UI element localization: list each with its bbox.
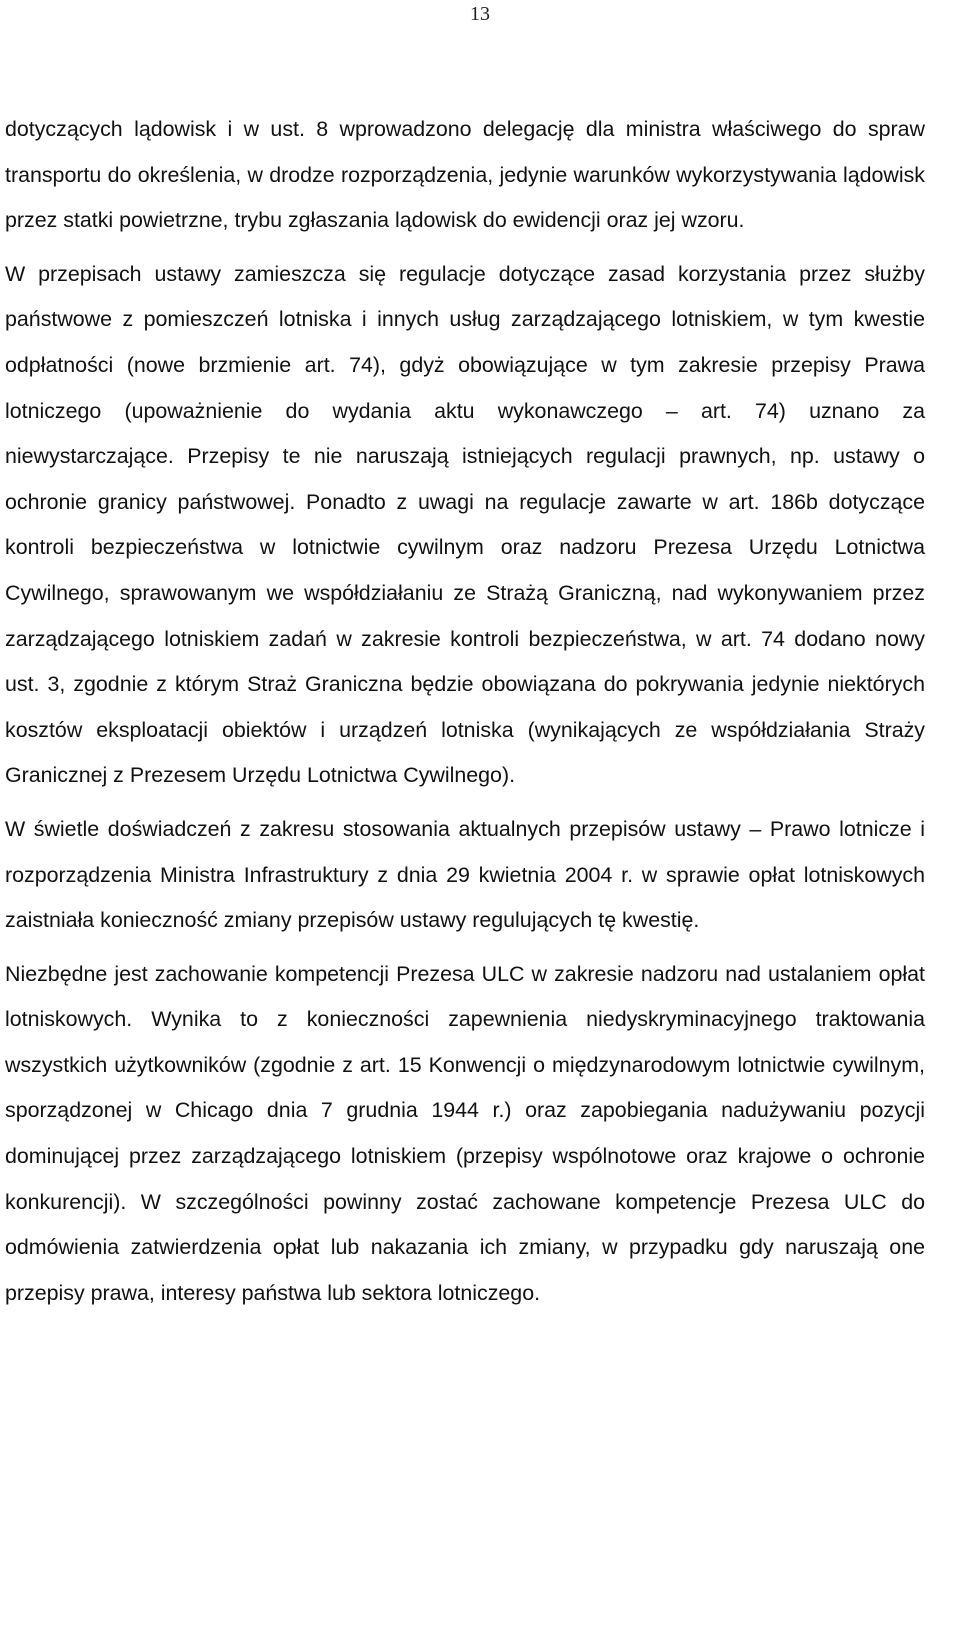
paragraph-state-services: W przepisach ustawy zamieszcza się regulacje dotyczące zasad korzystania przez służby państwowe z pomieszczeń lotniska i innych usług zarządzającego lotniskiem, w tym kwestie odpłatności (nowe brzmienie art. 74), gdyż obowiązujące w tym zakresie przepisy Prawa lotniczego (upoważnienie do wydania aktu wykonawczego – art. 74) uznano za niewystarczające. Przepisy te nie naruszają istniejących regulacji prawnych, np. ustawy o ochronie granicy państwowej. Ponadto z uwagi na regulacje zawarte w art. 186b dotyczące kontroli bezpieczeństwa w lotnictwie cywilnym oraz nadzoru Prezesa Urzędu Lotnictwa Cywilnego, sprawowanym we współdziałaniu ze Strażą Graniczną, nad wykonywaniem przez zarządzającego lotniskiem zadań w zakresie kontroli bezpieczeństwa, w art. 74 dodano nowy ust. 3, zgodnie z którym Straż Graniczna będzie obowiązana do pokrywania jedynie niektórych kosztów eksploatacji obiektów i urządzeń lotniska (wynikających ze współdziałania Straży Granicznej z Prezesem Urzędu Lotnictwa Cywilnego). bbox=[5, 261, 925, 788]
paragraph-airport-charges-change: W świetle doświadczeń z zakresu stosowania aktualnych przepisów ustawy – Prawo lotnicze i rozporządzenia Ministra Infrastruktury z dnia 29 kwietnia 2004 r. w sprawie opłat lotniskowych zaistniała konieczność zmiany przepisów ustawy regulujących tę kwestię. bbox=[5, 816, 925, 933]
page-number: 13 bbox=[470, 3, 490, 25]
paragraph-ulc-competences: Niezbędne jest zachowanie kompetencji Prezesa ULC w zakresie nadzoru nad ustalaniem opłat lotniskowych. Wynika to z konieczności zapewnienia niedyskryminacyjnego traktowania wszystkich użytkowników (zgodnie z art. 15 Konwencji o międzynarodowym lotnictwie cywilnym, sporządzonej w Chicago dnia 7 grudnia 1944 r.) oraz zapobiegania nadużywaniu pozycji dominującej przez zarządzającego lotniskiem (przepisy wspólnotowe oraz krajowe o ochronie konkurencji). W szczególności powinny zostać zachowane kompetencje Prezesa ULC do odmówienia zatwierdzenia opłat lub nakazania ich zmiany, w przypadku gdy naruszają one przepisy prawa, interesy państwa lub sektora lotniczego. bbox=[5, 961, 925, 1305]
paragraph-landing-sites: dotyczących lądowisk i w ust. 8 wprowadzono delegację dla ministra właściwego do spraw transportu do określenia, w drodze rozporządzenia, jedynie warunków wykorzystywania lądowisk przez statki powietrzne, trybu zgłaszania lądowisk do ewidencji oraz jej wzoru. bbox=[5, 117, 925, 233]
document-body bbox=[5, 107, 925, 1316]
